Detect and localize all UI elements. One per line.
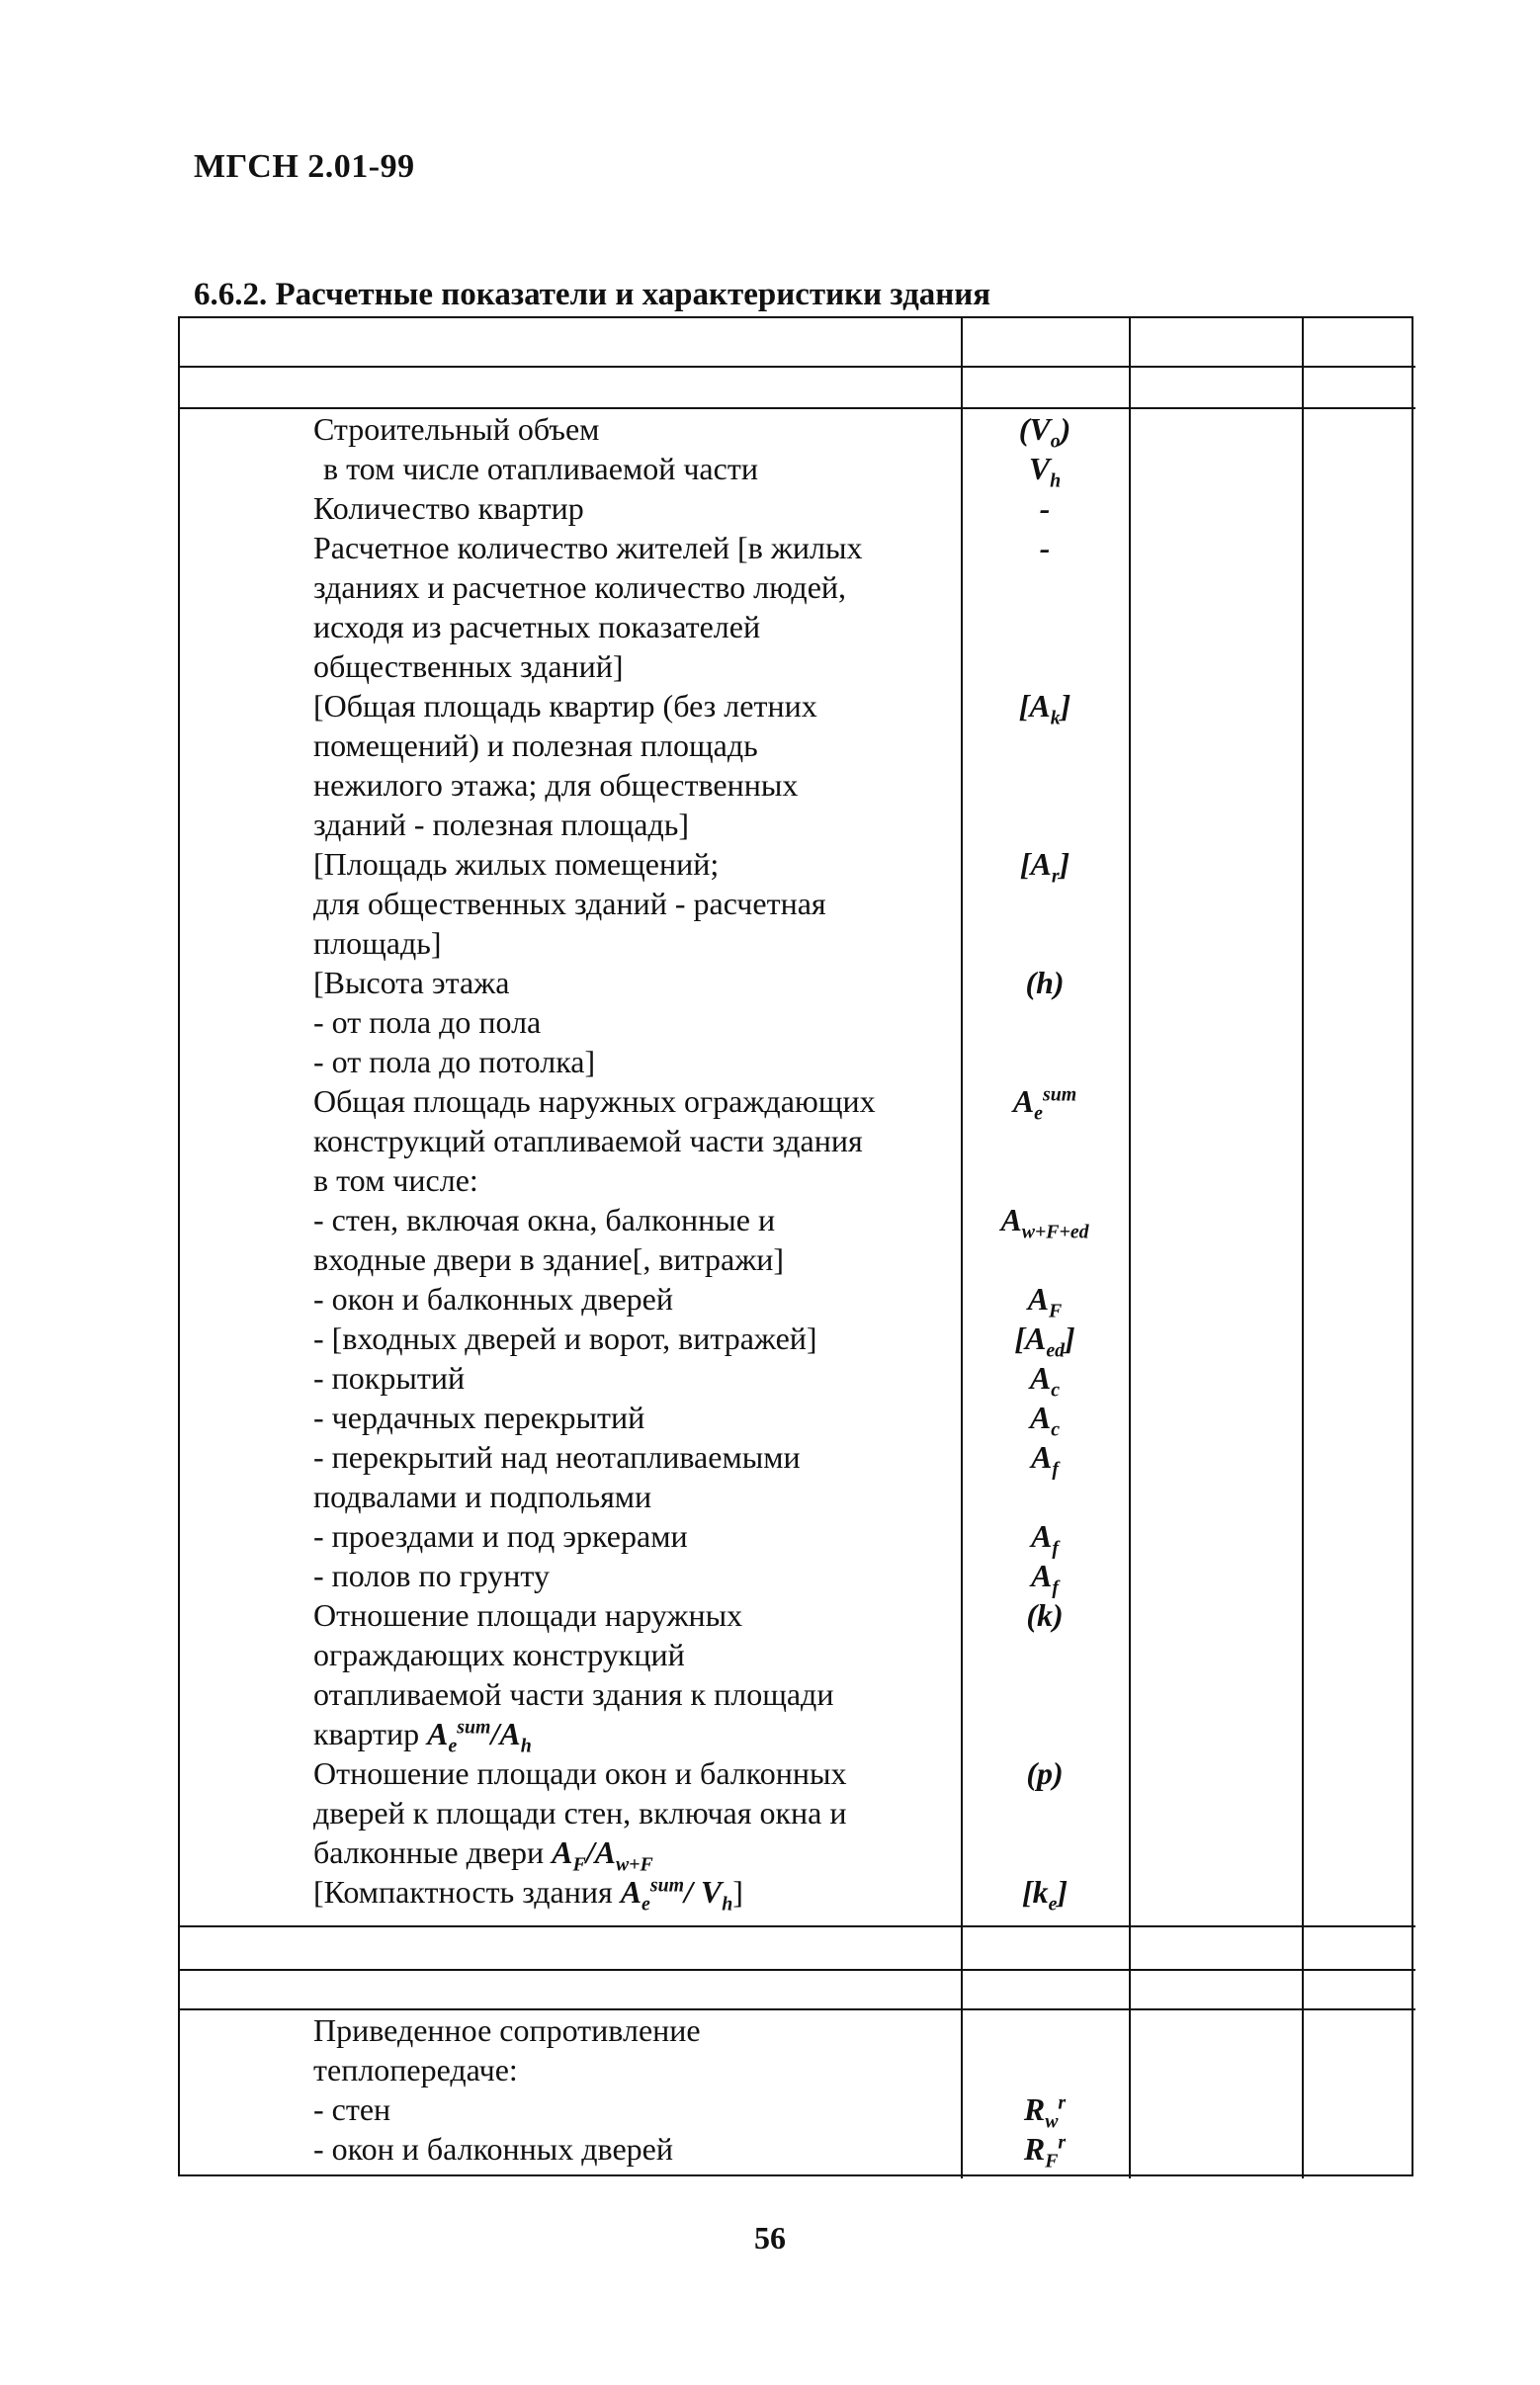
row-text-line: подвалами и подпольями — [313, 1479, 652, 1514]
row-text-line: - чердачных перекрытий — [313, 1400, 645, 1435]
row-text-line: - от пола до пола — [313, 1004, 542, 1040]
row-text-line: - покрытий — [313, 1360, 466, 1396]
row-symbol: $A_f$ — [1031, 1439, 1059, 1481]
row-text-line: Строительный объем — [313, 411, 600, 447]
row-text-line: помещений) и полезная площадь — [313, 727, 758, 763]
row-symbol: (h) — [1025, 965, 1065, 1000]
row-text-line: - окон и балконных дверей — [313, 1281, 673, 1317]
row-symbol: $R_F^r$ — [1023, 2131, 1067, 2172]
row-text-line: зданиях и расчетное количество людей, — [313, 569, 847, 605]
row-text-line: Отношение площади наружных — [313, 1597, 743, 1633]
row-text-line: - стен, включая окна, балконные и — [313, 1202, 776, 1237]
row-symbol: $A_c$ — [1029, 1400, 1061, 1441]
row-text-line: конструкций отапливаемой части здания — [313, 1123, 863, 1158]
row-text-line: Приведенное сопротивление — [313, 2012, 701, 2048]
row-text-line: - перекрытий над неотапливаемыми — [313, 1439, 801, 1475]
document-header: МГСН 2.01-99 — [194, 148, 415, 185]
row-symbol: $[A_k]$ — [1018, 688, 1071, 729]
row-text-line: площадь] — [313, 925, 442, 961]
row-symbol: - — [1039, 530, 1051, 565]
row-text-line: для общественных зданий - расчетная — [313, 886, 826, 921]
row-symbol: - — [1039, 490, 1051, 526]
characteristics-table — [178, 316, 1413, 2176]
row-text-line: - от пола до потолка] — [313, 1044, 596, 1079]
row-text-line: [Общая площадь квартир (без летних — [313, 688, 817, 724]
row-symbol: $A_{w+F+ed}$ — [1000, 1202, 1089, 1243]
row-text-line: - проездами и под эркерами — [313, 1518, 688, 1554]
row-symbol: (k) — [1026, 1597, 1064, 1633]
row-text-line: [Компактность здания $A_e^{sum}/$ $V_h$] — [313, 1874, 743, 1916]
row-symbol: $V_h$ — [1028, 451, 1062, 492]
row-symbol: (p) — [1026, 1755, 1064, 1791]
row-text-line: зданий - полезная площадь] — [313, 807, 689, 842]
row-text-line: - стен — [313, 2091, 391, 2127]
row-symbol: $A_c$ — [1029, 1360, 1061, 1402]
row-symbol: $[A_r]$ — [1019, 846, 1070, 888]
row-symbol: $R_w^r$ — [1023, 2091, 1067, 2133]
row-text-line: исходя из расчетных показателей — [313, 609, 761, 644]
row-text-line: в том числе: — [313, 1162, 478, 1198]
row-text-line: - окон и балконных дверей — [313, 2131, 673, 2167]
row-text-line: входные двери в здание[, витражи] — [313, 1241, 785, 1277]
row-text-line: [Высота этажа — [313, 965, 510, 1000]
row-text-line: [Площадь жилых помещений; — [313, 846, 720, 882]
page-number: 56 — [754, 2220, 786, 2256]
row-symbol: $(V_o)$ — [1018, 411, 1071, 453]
row-text-line: Общая площадь наружных ограждающих — [313, 1083, 876, 1119]
row-symbol: $A_F$ — [1027, 1281, 1063, 1322]
row-text-line: теплопередаче: — [313, 2052, 518, 2087]
row-text-line: отапливаемой части здания к площади — [313, 1676, 834, 1712]
row-text-line: Количество квартир — [313, 490, 584, 526]
row-text-line: дверей к площади стен, включая окна и — [313, 1795, 847, 1831]
row-text-line: общественных зданий] — [313, 648, 624, 684]
row-symbol: $[A_{ed}]$ — [1014, 1320, 1075, 1362]
row-text-line: балконные двери $A_F/A_{w+F}$ — [313, 1834, 653, 1876]
row-symbol: $A_e^{sum}$ — [1012, 1083, 1077, 1125]
row-text-line: - полов по грунту — [313, 1558, 550, 1593]
row-text-line: - [входных дверей и ворот, витражей] — [313, 1320, 817, 1356]
row-text-line: Отношение площади окон и балконных — [313, 1755, 847, 1791]
row-symbol: $A_f$ — [1031, 1558, 1059, 1599]
row-text-line: в том числе отапливаемой части — [323, 451, 758, 486]
row-text-line: ограждающих конструкций — [313, 1637, 685, 1672]
row-symbol: $A_f$ — [1031, 1518, 1059, 1560]
section-title: 6.6.2. Расчетные показатели и характеристики здания — [194, 277, 991, 312]
row-text-line: нежилого этажа; для общественных — [313, 767, 799, 803]
row-text-line: Расчетное количество жителей [в жилых — [313, 530, 863, 565]
row-symbol: $[k_e]$ — [1021, 1874, 1069, 1916]
row-text-line: квартир $A_e^{sum}/A_h$ — [313, 1716, 532, 1757]
